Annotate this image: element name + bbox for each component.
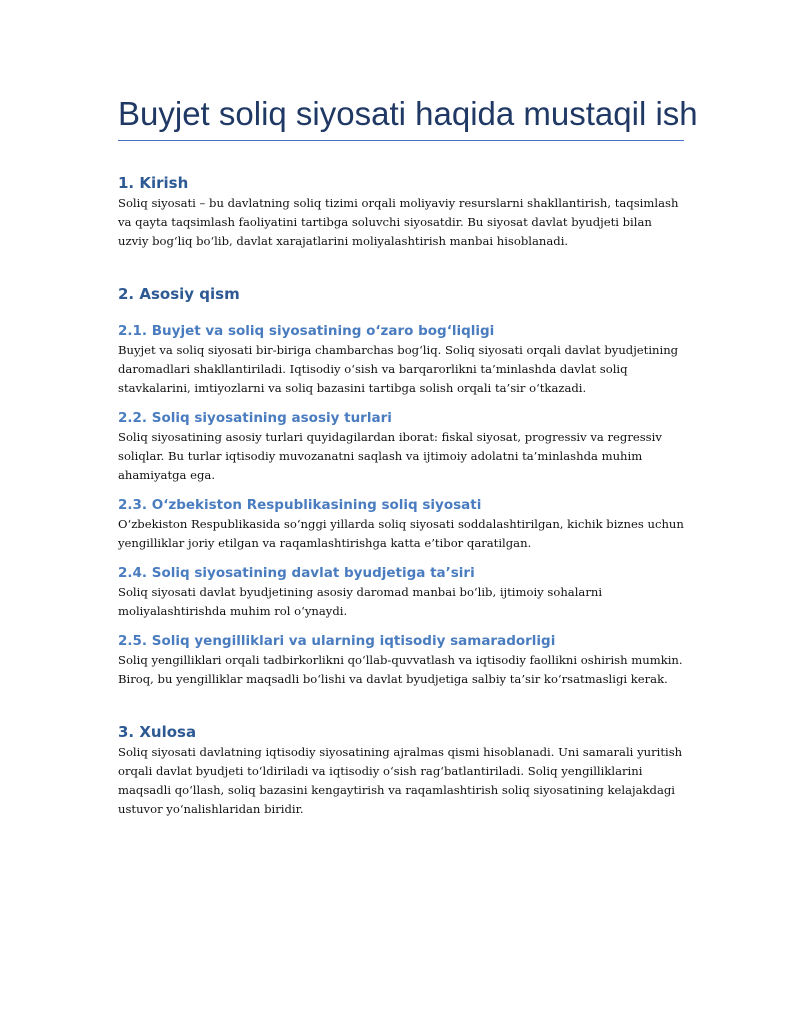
paragraph-2-4: Soliq siyosati davlat byudjetining asosiy daromad manbai bo‘lib, ijtimoiy sohalarni moliyalashtirishda muhim rol o‘ynaydi. <box>118 585 603 618</box>
section-main <box>118 283 684 689</box>
heading-main: 2. Asosiy qism <box>118 285 240 303</box>
heading-2-1: 2.1. Buyjet va soliq siyosatining o‘zaro bog‘liqligi <box>118 323 495 339</box>
heading-2-3: 2.3. O‘zbekiston Respublikasining soliq siyosati <box>118 497 482 513</box>
document-body <box>118 172 684 819</box>
section-conclusion <box>118 721 684 819</box>
paragraph-2-1: Buyjet va soliq siyosati bir-biriga chambarchas bog‘liq. Soliq siyosati orqali davlat byudjetining daromadlari shakllantiriladi. Iqtisodiy o‘sish va barqarorlikni ta’minlashda davlat soliq stavkalarini, imtiyozlarni va soliq bazasini tartibga solish orqali ta’sir o‘tkazadi. <box>118 343 679 395</box>
heading-intro: 1. Kirish <box>118 174 189 192</box>
subsection-2-4 <box>118 563 684 621</box>
subsection-2-2 <box>118 408 684 485</box>
document-title: Buyjet soliq siyosati haqida mustaqil ish <box>118 95 698 132</box>
subsection-2-5 <box>118 631 684 689</box>
title-underline <box>118 140 684 141</box>
paragraph-conclusion: Soliq siyosati davlatning iqtisodiy siyosatining ajralmas qismi hisoblanadi. Uni samarali yuritish orqali davlat byudjeti to‘ldiriladi va iqtisodiy o‘sish rag‘batlantiriladi. Soliq yengilliklarini maqsadli qo‘llash, soliq bazasini kengaytirish va raqamlashtirish soliq siyosatining kelajakdagi ustuvor yo‘nalishlaridan biridir. <box>118 745 683 816</box>
paragraph-2-5: Soliq yengilliklari orqali tadbirkorlikni qo‘llab-quvvatlash va iqtisodiy faollikni oshirish mumkin. Biroq, bu yengilliklar maqsadli bo‘lishi va davlat byudjetiga salbiy ta’sir ko‘rsatmasligi kerak. <box>118 653 683 686</box>
heading-2-4: 2.4. Soliq siyosatining davlat byudjetiga ta’siri <box>118 565 475 581</box>
heading-conclusion: 3. Xulosa <box>118 723 197 741</box>
subsection-2-3 <box>118 495 684 553</box>
paragraph-2-2: Soliq siyosatining asosiy turlari quyidagilardan iborat: fiskal siyosat, progressiv va regressiv soliqlar. Bu turlar iqtisodiy muvozanatni saqlash va ijtimoiy adolatni ta’minlashda muhim ahamiyatga ega. <box>118 430 662 482</box>
heading-2-2: 2.2. Soliq siyosatining asosiy turlari <box>118 410 392 426</box>
section-intro <box>118 172 684 251</box>
heading-2-5: 2.5. Soliq yengilliklari va ularning iqtisodiy samaradorligi <box>118 633 556 649</box>
subsection-2-1 <box>118 321 684 398</box>
paragraph-intro: Soliq siyosati – bu davlatning soliq tizimi orqali moliyaviy resurslarni shakllantirish, taqsimlash va qayta taqsimlash faoliyatini tartibga soluvchi siyosatdir. Bu siyosat davlat byudjeti bilan uzviy bog‘liq bo‘lib, davlat xarajatlarini moliyalashtirish manbai hisoblanadi. <box>118 196 679 248</box>
paragraph-2-3: O‘zbekiston Respublikasida so‘nggi yillarda soliq siyosati soddalashtirilgan, kichik biznes uchun yengilliklar joriy etilgan va raqamlashtirishga katta e’tibor qaratilgan. <box>118 517 684 550</box>
